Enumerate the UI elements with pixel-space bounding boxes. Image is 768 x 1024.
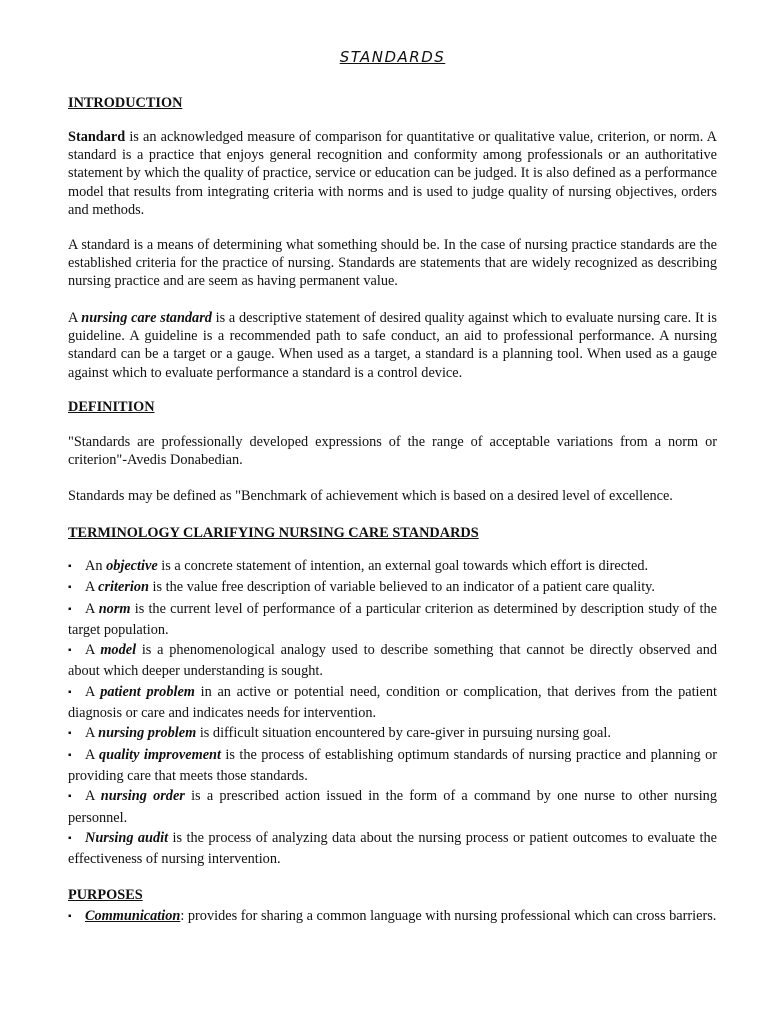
nursing-care-standard-term: nursing care standard [81, 310, 212, 326]
bullet-icon: ▪ [68, 911, 72, 922]
standard-term: Standard [68, 129, 126, 145]
terminology-heading: TERMINOLOGY CLARIFYING NURSING CARE STANDARDS [68, 525, 479, 541]
item-prefix: A [85, 600, 99, 617]
term-description: is a phenomenological analogy used to describe something that cannot be directly observed and about which deeper understanding is sought. [68, 642, 717, 680]
bullet-icon: ▪ [68, 791, 72, 803]
terminology-item [68, 640, 717, 682]
item-prefix: A [85, 642, 101, 659]
terminology-item [68, 682, 717, 724]
bullet-icon: ▪ [68, 582, 72, 594]
item-prefix: A [85, 683, 101, 700]
term-label: criterion [98, 579, 149, 596]
definition-paragraph-2: Standards may be defined as "Benchmark of achievement which is based on a desired level of excellence. [68, 488, 673, 504]
term-description: in an active or potential need, condition or complication, that derives from the patient diagnosis or care and indicates needs for intervention. [68, 683, 717, 722]
item-prefix: A [85, 746, 99, 763]
terminology-item [68, 599, 717, 641]
term-label: nursing problem [98, 725, 197, 742]
terminology-item [68, 828, 717, 870]
definition-heading: DEFINITION [68, 399, 155, 415]
term-description: is the process of analyzing data about the nursing process or patient outcomes to evaluate the effectiveness of nursing intervention. [68, 829, 717, 868]
item-prefix: A [85, 579, 99, 596]
bullet-icon: ▪ [68, 749, 72, 761]
bullet-icon: ▪ [68, 728, 72, 740]
bullet-icon: ▪ [68, 603, 72, 615]
item-prefix: A [85, 725, 99, 742]
introduction-heading: INTRODUCTION [68, 95, 183, 111]
term-description: is a prescribed action issued in the form of a command by one nurse to other nursing personnel. [68, 788, 717, 826]
definition-paragraph-1: "Standards are professionally developed expressions of the range of acceptable variations from a norm or criterion"-Avedis Donabedian. [68, 434, 717, 469]
terminology-item [68, 745, 717, 787]
page-title: STANDARDS [339, 48, 446, 66]
bullet-icon: ▪ [68, 645, 72, 657]
item-prefix: An [85, 558, 107, 574]
term-description: is the value free description of variable believed to an indicator of a patient care quality. [148, 579, 655, 596]
term-label: norm [98, 600, 131, 617]
paragraph-text: is a descriptive statement of desired quality against which to evaluate nursing care. It is guideline. A guideline is a recommended path to safe conduct, an aid to professional performance. A nursing standard can be a target or a gauge. When used as a target, a standard is a planning tool. When used as a gauge against which to evaluate performance a standard is a control device. [68, 310, 717, 381]
terminology-list [68, 556, 717, 869]
introduction-paragraph-3 [68, 309, 717, 382]
term-label: Nursing audit [85, 829, 169, 846]
term-description: is a concrete statement of intention, an external goal towards which effort is directed. [157, 558, 649, 574]
purpose-term: Communication [85, 908, 181, 924]
term-description: is the current level of performance of a particular criterion as determined by description study of the target population. [68, 600, 717, 638]
bullet-icon: ▪ [68, 686, 72, 698]
terminology-item [68, 723, 717, 744]
terminology-item [68, 556, 717, 577]
terminology-item [68, 577, 717, 598]
term-label: model [100, 642, 137, 659]
term-label: nursing order [100, 788, 185, 805]
term-label: quality improvement [98, 746, 221, 763]
introduction-paragraph-2: A standard is a means of determining what something should be. In the case of nursing practice standards are the established criteria for the practice of nursing. Standards are statements that are widely recognized as describing nursing practice and are seem as having permanent value. [68, 237, 717, 290]
purposes-heading: PURPOSES [68, 887, 143, 903]
paragraph-text: is an acknowledged measure of comparison for quantitative or qualitative value, criterion, or norm. A standard is a practice that enjoys general recognition and conformity among professionals or an authoritative statement by which the quality of practice, service or education can be judged. It is also defined as a performance model that results from integrating criteria with norms and is used to judge quality of nursing objectives, orders and methods. [68, 129, 717, 218]
paragraph-prefix: A [68, 310, 82, 326]
purposes-item [68, 906, 717, 927]
bullet-icon: ▪ [68, 561, 72, 572]
terminology-item [68, 786, 717, 828]
term-label: objective [106, 558, 158, 574]
introduction-paragraph-1 [68, 128, 717, 219]
term-label: patient problem [100, 683, 195, 700]
item-prefix: A [85, 788, 101, 805]
term-description: is the process of establishing optimum standards of nursing practice and planning or providing care that meets those standards. [68, 746, 717, 784]
term-description: is difficult situation encountered by care-giver in pursuing nursing goal. [196, 725, 611, 742]
purpose-description: : provides for sharing a common language with nursing professional which can cross barriers. [180, 908, 717, 924]
bullet-icon: ▪ [68, 832, 72, 844]
